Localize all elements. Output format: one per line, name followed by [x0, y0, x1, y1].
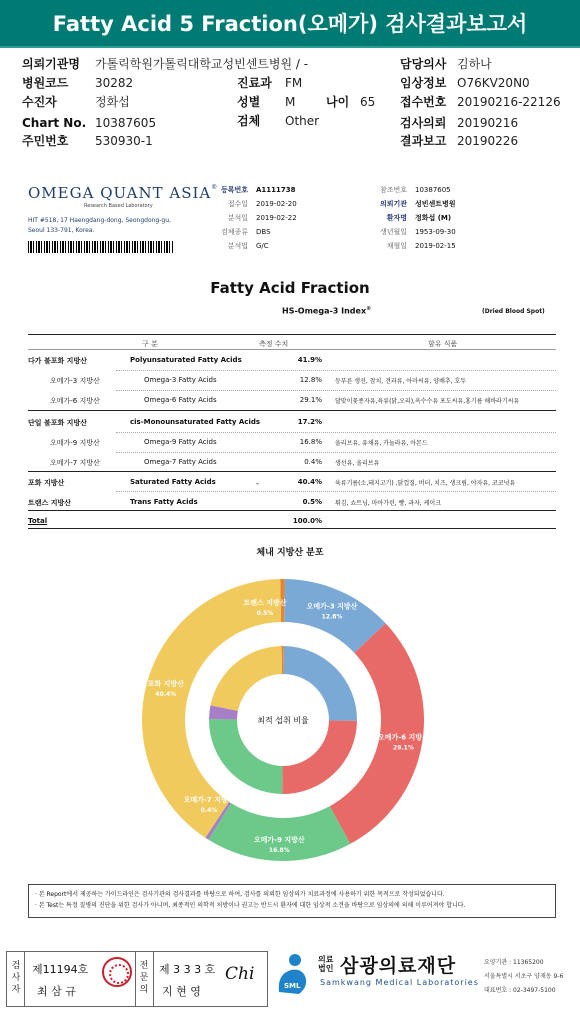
report-title: Fatty Acid 5 Fraction(오메가) 검사결과보고서: [0, 0, 580, 48]
dried-blood-spot: (Dried Blood Spot): [482, 308, 545, 315]
row-food: 등푸른 생선, 참치, 견과류, 아마씨유, 양배추, 호두: [335, 378, 467, 385]
row-english-name: cis-Monounsaturated Fatty Acids: [130, 418, 261, 426]
row-value: 0.5%: [302, 498, 322, 506]
lab-meta-row: 접수일 2019-02-20: [227, 200, 297, 208]
lab-address: HIT #518, 17 Haengdang-dong, Seongdong-gu, Seoul 133-791, Korea.: [28, 217, 171, 234]
inspector-vertical-label: 검 사 자: [11, 961, 21, 995]
slice-value-label: 12.8%: [321, 613, 343, 621]
row-value: 100.0%: [292, 517, 322, 525]
chart-no-info: Chart No. 10387605: [22, 116, 157, 130]
slice-value-label: 29.1%: [393, 744, 414, 752]
lab-meta-row: 의뢰기관 성빈센트병원: [379, 200, 456, 208]
row-value: 29.1%: [299, 396, 322, 404]
inspector-license: 제11194호: [32, 963, 89, 976]
note-line-1: · 본 Report에서 제공하는 가이드라인은 검사기관의 검사결과를 바탕으로 하여, 검사를 의뢰한 임상의가 치료과정에 사용하기 위한 목적으로 작성되었습니다.: [35, 891, 445, 898]
row-english-name: Trans Fatty Acids: [130, 498, 198, 506]
row-english-name: Omega-6 Fatty Acids: [144, 396, 217, 404]
inner-ring-slice: [209, 719, 282, 794]
fatty-acid-title: Fatty Acid Fraction: [210, 279, 370, 297]
row-value: 12.8%: [299, 376, 322, 384]
row-value: 0.4%: [304, 458, 322, 466]
table-row: [28, 412, 556, 432]
lab-meta-row: 생년월일 1953-09-30: [379, 228, 456, 236]
center-label: 최적 섭취 비율: [257, 716, 309, 725]
row-food: 달맞이꽃종자유,육류(닭,오리),옥수수유 포도씨유,홍기름 해바라기씨유: [335, 398, 520, 405]
row-english-name: Saturated Fatty Acids: [130, 478, 216, 486]
lab-meta-row: 환자명 정화섭 (M): [386, 214, 452, 222]
lab-meta-row: 분석법 G/C: [227, 242, 269, 250]
lab-meta-row: 채혈일 2019-02-15: [386, 242, 456, 250]
sml-logo-icon: [275, 952, 311, 996]
row-category: 오메가-7 지방산: [50, 459, 100, 467]
distribution-donut-chart: [145, 570, 429, 870]
lab-meta-row: 검체종류 DBS: [220, 228, 271, 236]
slice-value-label: 0.5%: [256, 610, 274, 617]
disclaimer-notes: [28, 884, 556, 918]
signature-box: [6, 951, 268, 1007]
header-category: 구 분: [142, 340, 158, 348]
row-value: 17.2%: [297, 418, 322, 426]
institution-info: 의뢰기관명 가톨릭학원가톨릭대학교성빈센트병원 / -: [22, 57, 309, 71]
dept-info: 진료과 FM: [237, 76, 303, 90]
specialist-name: 지 현 영: [162, 985, 201, 998]
inspector-name: 최 삼 규: [37, 985, 76, 998]
row-category: 오메가-3 지방산: [50, 377, 100, 385]
barcode: [28, 241, 173, 253]
receiver-info: 수진자 정화섭: [22, 95, 130, 109]
header-value: 측정 수치: [259, 340, 289, 348]
specialist-license: 제 3 3 3 호: [159, 963, 216, 976]
distribution-title: 체내 지방산 분포: [256, 548, 324, 558]
signature: Chi: [225, 964, 255, 984]
table-row: [28, 350, 556, 370]
table-row: [28, 492, 556, 512]
lab-meta-row: 등록번호 A1111738: [220, 186, 296, 194]
row-value: 16.8%: [299, 438, 322, 446]
specialist-vertical-label: 전 문 의: [139, 961, 149, 995]
inner-ring-slice: [210, 646, 282, 711]
request-date-info: 검사의뢰 20190216: [400, 116, 519, 130]
row-food: 육류기름(소,돼지고기) ,닭껍질, 버터, 치즈, 생크림, 야자유, 코코넛유: [335, 480, 516, 487]
slice-value-label: 16.8%: [268, 846, 290, 854]
specimen-info: 검체 Other: [237, 114, 320, 128]
row-category: 단일 불포화 지방산: [28, 419, 87, 427]
table-row: [28, 472, 556, 492]
slice-value-label: 0.4%: [200, 807, 218, 814]
doctor-info: 담당의사 김하나: [400, 57, 492, 71]
header-food: 함유 식품: [428, 340, 458, 348]
lab-meta-row: 분석일 2019-02-22: [227, 214, 297, 222]
dash-mark: -: [256, 479, 259, 488]
row-category: 트랜스 지방산: [28, 499, 72, 507]
report-date-info: 결과보고 20190226: [400, 134, 519, 148]
donut-svg: [145, 570, 429, 870]
sml-logo-text: SML: [284, 982, 301, 990]
hospital-code-info: 병원코드 30282: [22, 76, 134, 90]
row-english-name: Omega-9 Fatty Acids: [144, 438, 217, 446]
slice-category-label: 트랜스 지방산: [243, 599, 287, 607]
foundation-contact: 요양기관 : 11365200 서울특별시 서초구 양재동 9-6 대표번호 : 02-3497-5100: [484, 959, 564, 994]
inspector-seal: [102, 957, 132, 987]
table-row: [28, 390, 556, 410]
slice-value-label: 40.4%: [155, 691, 177, 699]
slice-category-label: 오메가-7 지방산: [183, 796, 235, 804]
row-category: 포화 지방산: [28, 479, 65, 487]
row-category: 오메가-6 지방산: [50, 397, 100, 405]
age-info: 나이 65: [326, 95, 376, 109]
sex-info: 성별 M: [237, 95, 296, 109]
logo-subtitle: Research Based Laboratory: [84, 203, 153, 209]
note-line-2: · 본 Test는 특정 질병의 진단을 위한 검사가 아니며, 최종적인 의학적 처방이나 권고는 반드시 환자에 대한 임상적 소견을 바탕으로 임상의에 의해 이루어져야 합니다.: [35, 902, 466, 909]
row-category: 오메가-9 지방산: [50, 439, 100, 447]
row-english-name: Omega-7 Fatty Acids: [144, 458, 217, 466]
row-english-name: Omega-3 Fatty Acids: [144, 376, 217, 384]
receipt-no-info: 접수번호 20190216-22126: [400, 95, 561, 109]
row-food: 생선유, 올리브유: [335, 460, 380, 467]
table-header: [28, 334, 556, 350]
slice-category-label: 오메가-9 지방산: [253, 835, 305, 844]
table-row: [28, 432, 556, 452]
lab-meta-row: 참조번호 10387605: [379, 186, 451, 194]
row-value: 40.4%: [297, 478, 322, 486]
table-row: [28, 370, 556, 390]
row-food: 올리브유, 유채유, 카놀라유, 아몬드: [335, 440, 428, 447]
resident-no-info: 주민번호 530930-1: [22, 134, 153, 148]
row-category: Total: [28, 517, 48, 525]
row-value: 41.9%: [297, 356, 322, 364]
slice-category-label: 오메가-3 지방산: [306, 602, 358, 611]
index-title: HS-Omega-3 Index®: [282, 306, 372, 316]
row-english-name: Polyunsaturated Fatty Acids: [130, 356, 242, 364]
inner-ring-slice: [282, 721, 357, 794]
omega-quant-logo: OMEGA QUANT ASIA®: [28, 184, 219, 202]
table-row: [28, 452, 556, 472]
slice-category-label: 포화 지방산: [147, 680, 184, 689]
slice-category-label: 오메가-6 지방산: [378, 733, 429, 742]
clinical-info: 임상정보 O76KV20N0: [400, 76, 530, 90]
row-food: 튀김, 쇼트닝, 마아가린, 빵, 과자, 케이크: [335, 500, 442, 507]
row-category: 다가 불포화 지방산: [28, 357, 87, 365]
inner-ring-slice: [284, 646, 357, 721]
